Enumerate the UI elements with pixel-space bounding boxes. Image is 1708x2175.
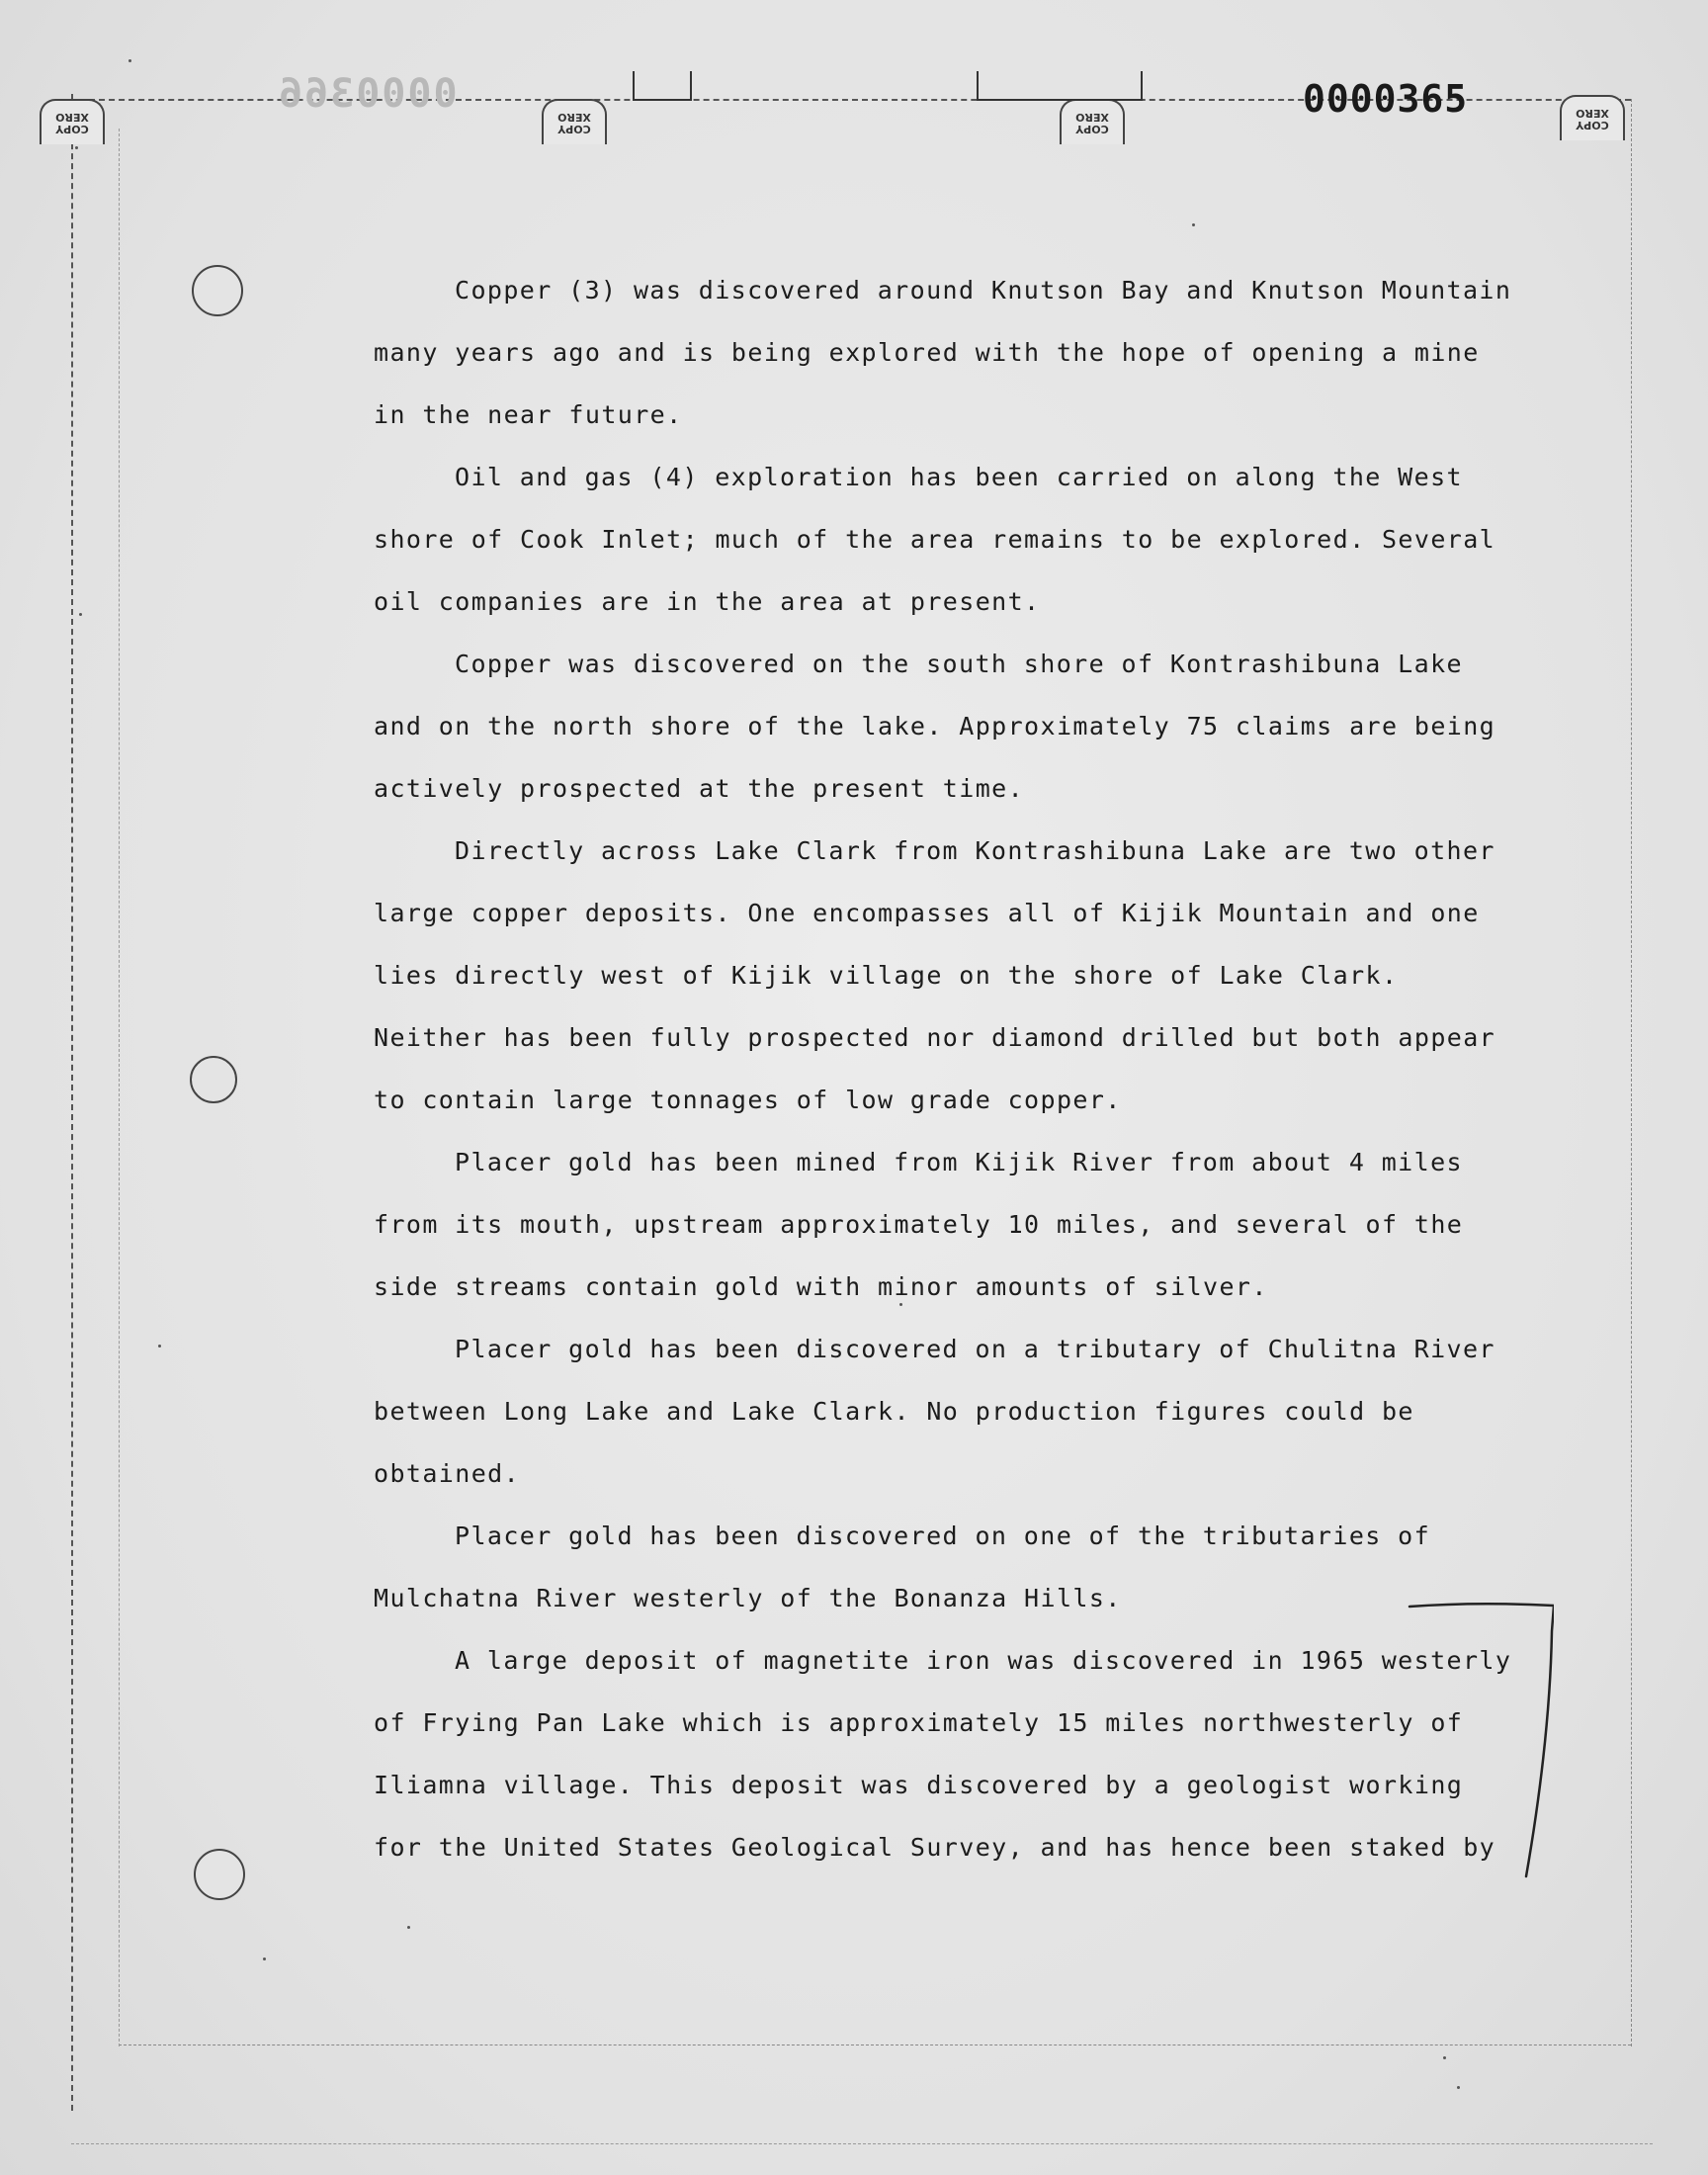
paragraph: Copper was discovered on the south shore of Kontrashibuna Lake and on the north shore of the lake. Approximately 75 claims are being actively prospected at the present time.	[374, 650, 1496, 803]
stamp-text: COPY	[557, 123, 591, 135]
document-number: 0000365	[1303, 77, 1469, 121]
punch-hole	[190, 1056, 237, 1103]
stamp-text: XERO	[557, 111, 591, 124]
stamp-text: XERO	[1075, 111, 1109, 124]
paragraph: Placer gold has been discovered on one of the tributaries of Mulchatna River westerly of the Bonanza Hills.	[374, 1522, 1431, 1612]
punch-hole	[192, 265, 243, 316]
speck	[1192, 223, 1195, 226]
paragraph: Placer gold has been discovered on a tributary of Chulitna River between Long Lake and Lake Clark. No production figures could be obtained.	[374, 1335, 1495, 1488]
speck	[75, 146, 78, 149]
ghost-doc-number: 0000366	[277, 71, 458, 117]
stamp-text: XERO	[1576, 107, 1609, 120]
document-body	[374, 259, 1520, 1878]
folder-tab-mark	[633, 71, 692, 101]
stamp-text: XERO	[55, 111, 89, 124]
stamp-text: COPY	[1075, 123, 1109, 135]
xero-copy-stamp	[1560, 95, 1625, 140]
right-border-line	[1631, 99, 1632, 2046]
handwritten-bracket-mark	[1408, 1602, 1554, 1878]
xero-copy-stamp	[1060, 99, 1125, 144]
inner-margin-line	[119, 129, 120, 2046]
speck	[79, 613, 82, 616]
paragraph: Directly across Lake Clark from Kontrashibuna Lake are two other large copper deposits. One encompasses all of Kijik Mountain and one lies directly west of Kijik village on the shore of Lake Clark. Neither has been fully prospected nor diamond drilled but both appear to contain large tonnages of low grade copper.	[374, 836, 1496, 1114]
speck	[407, 1926, 410, 1929]
paragraph: Copper (3) was discovered around Knutson Bay and Knutson Mountain many years ago and is being explored with the hope of opening a mine in the near future.	[374, 276, 1512, 429]
bottom-edge-line	[71, 2143, 1653, 2144]
speck	[1443, 2056, 1446, 2059]
speck	[263, 1958, 266, 1960]
folder-tab-mark	[977, 71, 1143, 101]
paragraph: Oil and gas (4) exploration has been carried on along the West shore of Cook Inlet; much of the area remains to be explored. Several oil companies are in the area at present.	[374, 463, 1496, 616]
xero-copy-stamp	[542, 99, 607, 144]
paragraph: Placer gold has been mined from Kijik River from about 4 miles from its mouth, upstream approximately 10 miles, and several of the side streams contain gold with minor amounts of silver.	[374, 1148, 1464, 1301]
left-border-line	[71, 94, 73, 2111]
punch-hole	[194, 1849, 245, 1900]
speck	[899, 1303, 902, 1306]
stamp-text: COPY	[55, 123, 89, 135]
speck	[128, 59, 131, 62]
speck	[158, 1345, 161, 1348]
speck	[1457, 2086, 1460, 2089]
bottom-border-line	[119, 2044, 1631, 2045]
xero-copy-stamp	[40, 99, 105, 144]
paragraph: A large deposit of magnetite iron was discovered in 1965 westerly of Frying Pan Lake which is approximately 15 miles northwesterly of Iliamna village. This deposit was discovered by a geologist working for the United States Geological Survey, and has hence been staked by	[374, 1646, 1512, 1862]
stamp-text: COPY	[1576, 119, 1609, 131]
